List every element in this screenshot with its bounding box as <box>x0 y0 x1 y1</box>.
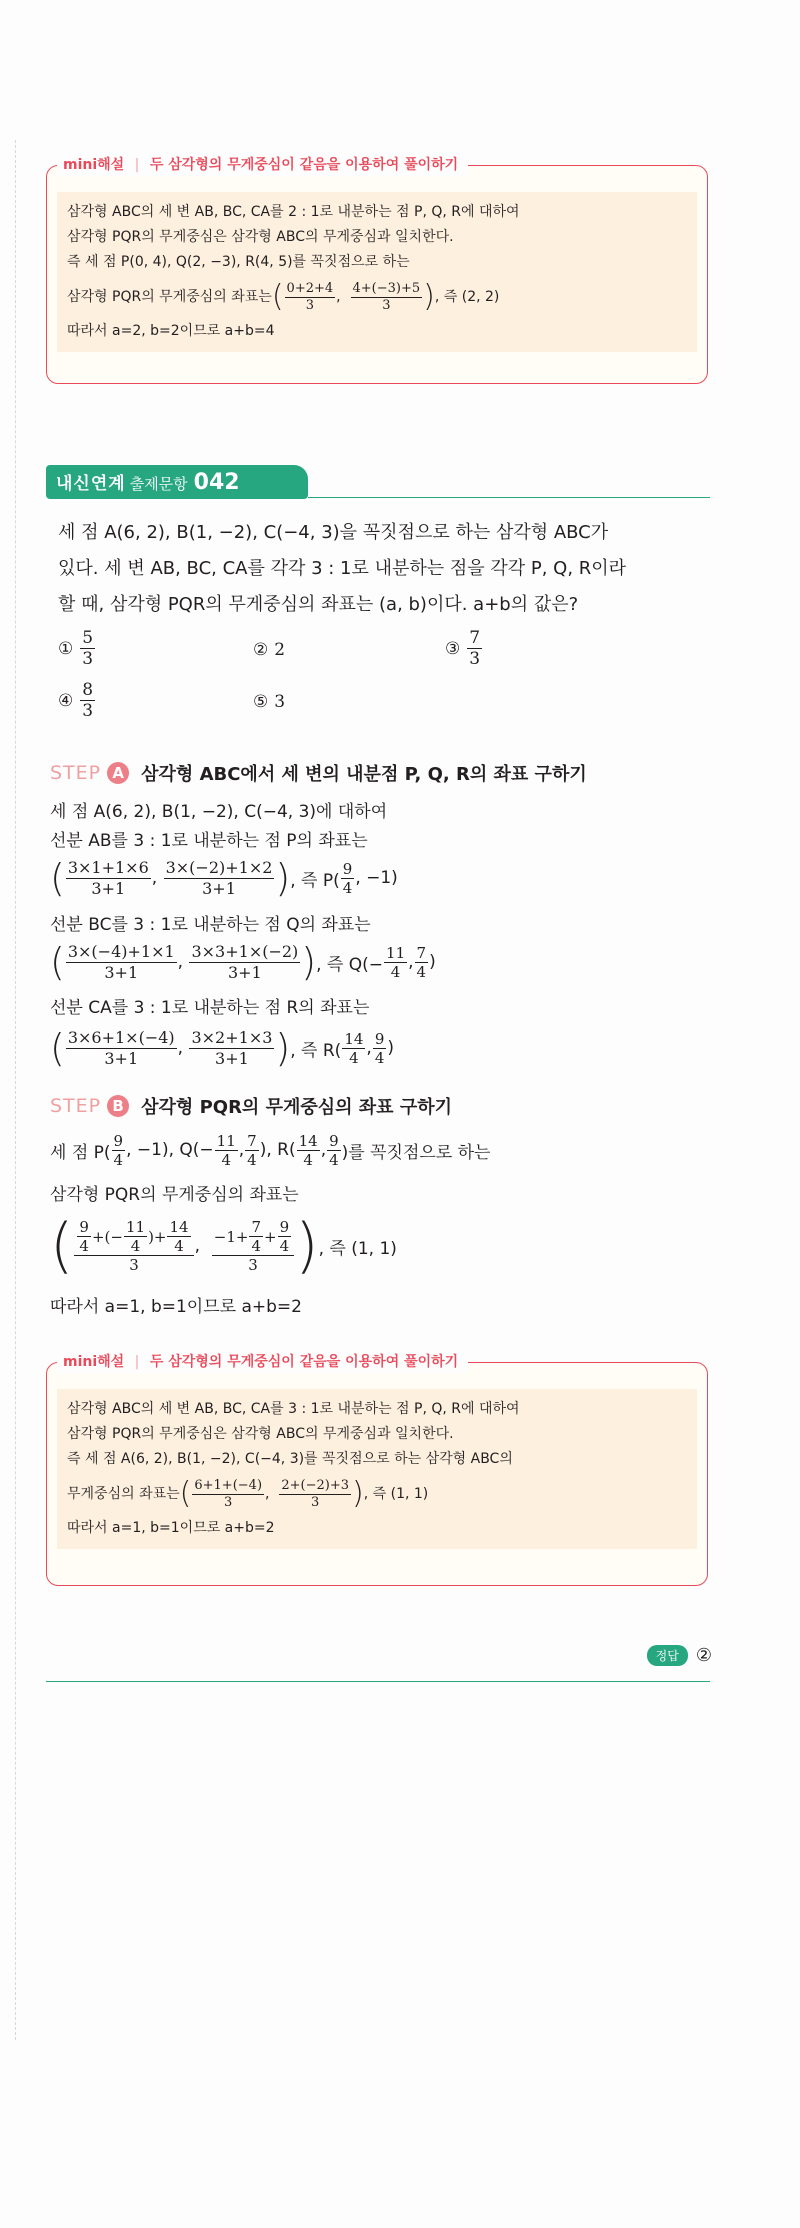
comma: , <box>194 1236 211 1256</box>
mini-line: 삼각형 ABC의 세 변 AB, BC, CA를 2 : 1로 내분하는 점 P, Q, R에 대하여 <box>67 204 520 220</box>
answer-label: 정답 <box>647 1645 688 1666</box>
fraction <box>77 1218 91 1255</box>
denominator: 3 <box>82 701 94 722</box>
step-badge: B <box>107 1095 129 1117</box>
mini-text: 삼각형 PQR의 무게중심의 좌표는 <box>67 288 272 305</box>
denominator: 4 <box>303 1150 313 1169</box>
fraction <box>164 858 275 897</box>
answer-row <box>647 1645 712 1666</box>
denominator: 4 <box>416 962 427 981</box>
numerator: 8 <box>82 680 94 700</box>
mini-title: 두 삼각형의 무게중심이 같음을 이용하여 풀이하기 <box>149 1354 459 1370</box>
denominator: 3+1 <box>104 962 139 982</box>
text: , <box>408 952 414 972</box>
text: )+ <box>148 1227 167 1246</box>
numerator: 7 <box>416 943 427 962</box>
text: , 즉 Q(− <box>316 954 384 975</box>
step-title: 삼각형 ABC에서 세 변의 내분점 P, Q, R의 좌표 구하기 <box>141 764 587 785</box>
comma: , <box>177 1038 189 1058</box>
bottom-rule <box>46 1681 710 1682</box>
denominator: 4 <box>329 1150 339 1169</box>
numerator <box>212 1218 294 1256</box>
numerator: 2+(−2)+3 <box>281 1477 350 1493</box>
text: ), R( <box>259 1140 296 1160</box>
text: ) <box>429 952 436 972</box>
left-paren: ( <box>271 279 284 314</box>
step-a-line: 선분 AB를 3 : 1로 내분하는 점 P의 좌표는 <box>50 831 368 851</box>
fraction <box>341 860 355 897</box>
fraction <box>215 1132 238 1169</box>
denominator: 4 <box>390 962 401 981</box>
mini-tag: mini해설 <box>63 157 125 173</box>
mini-text: , 즉 (2, 2) <box>434 288 500 305</box>
right-paren: ) <box>423 279 435 314</box>
right-paren: ) <box>301 940 317 984</box>
numerator: 3×1+1×6 <box>67 858 149 878</box>
mini-line: 즉 세 점 A(6, 2), B(1, −2), C(−4, 3)를 꼭짓점으로 하는 삼각형 ABC의 <box>67 1451 513 1467</box>
denominator: 4 <box>374 1048 385 1067</box>
numerator: 9 <box>279 1218 290 1236</box>
fraction <box>212 1218 294 1274</box>
formula-q <box>50 936 436 988</box>
left-paren: ( <box>50 1211 74 1281</box>
fraction <box>192 1478 264 1510</box>
answer-value: ② <box>695 1645 712 1666</box>
problem-header <box>46 465 710 501</box>
choice-value: 2 <box>274 640 286 660</box>
fraction <box>279 1478 351 1510</box>
choice-2[interactable] <box>253 640 285 660</box>
problem-kind: 출제문항 <box>129 475 188 493</box>
denominator: 4 <box>130 1237 141 1255</box>
problem-line: 할 때, 삼각형 PQR의 무게중심의 좌표는 (a, b)이다. a+b의 값은? <box>58 594 579 615</box>
text: ) <box>387 1038 394 1058</box>
choice-marker: ④ <box>58 690 74 711</box>
mini-line: 삼각형 PQR의 무게중심은 삼각형 ABC의 무게중심과 일치한다. <box>67 1426 454 1442</box>
denominator: 3 <box>382 297 391 313</box>
problem-label <box>46 465 308 499</box>
left-paren: ( <box>50 1026 65 1070</box>
fraction <box>80 628 95 670</box>
formula-centroid <box>50 1206 397 1286</box>
denominator: 4 <box>247 1150 257 1169</box>
denominator: 4 <box>251 1237 262 1255</box>
step-a-heading <box>50 760 587 786</box>
mini-line: 따라서 a=2, b=2이므로 a+b=4 <box>67 323 275 339</box>
fraction <box>245 1132 259 1169</box>
fraction <box>285 281 336 313</box>
numerator: 7 <box>247 1131 257 1150</box>
mini-line: 따라서 a=1, b=1이므로 a+b=2 <box>67 1520 275 1536</box>
fraction <box>327 1132 341 1169</box>
denominator: 3 <box>311 1494 320 1510</box>
margin-guide <box>15 140 16 2040</box>
numerator: 9 <box>113 1131 124 1150</box>
text: , <box>366 1038 372 1058</box>
step-b-heading <box>50 1093 452 1119</box>
fraction <box>66 1028 177 1067</box>
choice-4[interactable] <box>58 680 96 722</box>
choice-1[interactable] <box>58 628 96 670</box>
left-paren: ( <box>50 856 65 900</box>
numerator: 7 <box>251 1218 262 1236</box>
denominator: 4 <box>113 1150 124 1169</box>
left-paren: ( <box>179 1476 192 1511</box>
step-label: STEP <box>50 762 102 784</box>
text: )를 꼭짓점으로 하는 <box>341 1142 491 1163</box>
numerator: 14 <box>344 1029 364 1048</box>
text: , <box>320 1140 327 1160</box>
numerator: 11 <box>386 943 406 962</box>
mini-line: 즉 세 점 P(0, 4), Q(2, −3), R(4, 5)를 꼭짓점으로 하는 <box>67 254 410 270</box>
fraction <box>249 1218 263 1255</box>
fraction <box>297 1132 320 1169</box>
denominator: 3+1 <box>91 878 126 898</box>
text: , <box>238 1140 245 1160</box>
denominator: 4 <box>349 1048 359 1067</box>
problem-number: 042 <box>193 470 240 495</box>
mini-bar: | <box>134 1354 140 1370</box>
fraction <box>74 1218 193 1274</box>
mini-bar: | <box>134 157 140 173</box>
denominator: 4 <box>79 1237 89 1255</box>
fraction <box>66 858 151 897</box>
mini-header <box>57 1349 468 1373</box>
mini-line: 삼각형 PQR의 무게중심은 삼각형 ABC의 무게중심과 일치한다. <box>67 229 454 245</box>
denominator: 4 <box>342 878 353 897</box>
fraction <box>351 281 423 313</box>
mini-explanation-box-2 <box>46 1354 708 1586</box>
choice-marker: ③ <box>445 638 461 659</box>
denominator: 4 <box>221 1150 231 1169</box>
numerator: 9 <box>79 1218 89 1236</box>
comma: , <box>265 1485 279 1502</box>
denominator: 3 <box>305 297 314 313</box>
denominator: 3+1 <box>202 878 236 898</box>
choice-3[interactable] <box>445 628 483 670</box>
mini-body <box>57 1389 697 1549</box>
right-paren: ) <box>275 856 291 900</box>
fraction <box>278 1218 292 1255</box>
text: , 즉 (1, 1) <box>318 1238 397 1259</box>
text: , 즉 R( <box>290 1040 342 1061</box>
step-label: STEP <box>50 1095 102 1117</box>
comma: , <box>177 952 189 972</box>
right-paren: ) <box>295 1211 319 1281</box>
text: +(− <box>91 1227 123 1246</box>
problem-line: 세 점 A(6, 2), B(1, −2), C(−4, 3)을 꼭짓점으로 하는 삼각형 ABC가 <box>58 522 609 543</box>
numerator: 4+(−3)+5 <box>352 280 421 296</box>
numerator: 3×(−2)+1×2 <box>165 858 273 878</box>
text: , 즉 P( <box>290 870 340 891</box>
numerator: 7 <box>469 628 481 648</box>
numerator: 14 <box>169 1218 189 1236</box>
numerator: 11 <box>216 1131 236 1150</box>
numerator: 6+1+(−4) <box>194 1477 263 1493</box>
header-rule <box>308 497 710 498</box>
denominator: 3 <box>248 1256 258 1274</box>
fraction <box>342 1030 365 1067</box>
step-b-line: 따라서 a=1, b=1이므로 a+b=2 <box>50 1297 302 1317</box>
mini-tag: mini해설 <box>63 1354 125 1370</box>
text: + <box>264 1227 277 1246</box>
choice-marker: ⑤ <box>253 692 269 712</box>
fraction <box>124 1218 147 1255</box>
denominator: 3 <box>82 649 94 670</box>
left-paren: ( <box>50 940 65 984</box>
numerator: 3×6+1×(−4) <box>67 1028 175 1048</box>
step-b-points-line <box>50 1125 490 1175</box>
fraction <box>80 680 95 722</box>
fraction <box>415 944 429 981</box>
mini-header <box>57 152 468 176</box>
fraction <box>112 1132 126 1169</box>
right-paren: ) <box>352 1476 364 1511</box>
choice-marker: ② <box>253 640 269 660</box>
right-paren: ) <box>275 1026 291 1070</box>
numerator: 11 <box>125 1218 146 1236</box>
denominator: 3+1 <box>228 962 262 982</box>
formula-p <box>50 852 398 904</box>
problem-series: 내신연계 <box>56 474 126 494</box>
numerator: 5 <box>82 628 94 648</box>
mini-line: 삼각형 ABC의 세 변 AB, BC, CA를 3 : 1로 내분하는 점 P, Q, R에 대하여 <box>67 1401 520 1417</box>
numerator: 14 <box>298 1131 318 1150</box>
numerator: 9 <box>374 1029 385 1048</box>
comma: , <box>336 288 350 305</box>
comma: , <box>151 868 163 888</box>
fraction <box>189 1028 274 1067</box>
numerator: 3×2+1×3 <box>191 1028 273 1048</box>
denominator: 4 <box>174 1237 184 1255</box>
mini-title: 두 삼각형의 무게중심이 같음을 이용하여 풀이하기 <box>149 157 459 173</box>
numerator: 3×3+1×(−2) <box>191 942 299 962</box>
choice-marker: ① <box>58 638 74 659</box>
numerator: 9 <box>329 1131 339 1150</box>
numerator <box>74 1218 193 1256</box>
problem-line: 있다. 세 변 AB, BC, CA를 각각 3 : 1로 내분하는 점을 각각 P, Q, R이라 <box>58 558 627 579</box>
numerator: 9 <box>342 859 353 878</box>
numerator: 0+2+4 <box>286 280 334 296</box>
step-badge: A <box>107 762 129 784</box>
problem-statement <box>58 515 718 623</box>
mini-text: , 즉 (1, 1) <box>363 1485 429 1502</box>
step-b-line: 삼각형 PQR의 무게중심의 좌표는 <box>50 1185 299 1205</box>
mini-text: 무게중심의 좌표는 <box>67 1485 180 1502</box>
denominator: 3 <box>469 649 481 670</box>
text: 세 점 P( <box>50 1142 111 1163</box>
step-a-line: 선분 CA를 3 : 1로 내분하는 점 R의 좌표는 <box>50 998 370 1018</box>
denominator: 4 <box>279 1237 290 1255</box>
text: , −1), Q(− <box>126 1140 214 1160</box>
numerator: 3×(−4)+1×1 <box>67 942 175 962</box>
fraction <box>167 1218 190 1255</box>
fraction <box>66 942 177 981</box>
mini-body <box>57 192 697 352</box>
fraction <box>384 944 407 981</box>
formula-r <box>50 1022 394 1074</box>
text: −1+ <box>213 1227 249 1246</box>
choice-5[interactable] <box>253 692 285 712</box>
denominator: 3 <box>224 1494 233 1510</box>
fraction <box>373 1030 387 1067</box>
fraction <box>189 942 300 981</box>
step-title: 삼각형 PQR의 무게중심의 좌표 구하기 <box>141 1097 452 1118</box>
denominator: 3+1 <box>104 1048 139 1068</box>
denominator: 3+1 <box>215 1048 249 1068</box>
fraction <box>467 628 482 670</box>
choice-value: 3 <box>274 692 286 712</box>
denominator: 3 <box>129 1256 139 1274</box>
step-a-line: 세 점 A(6, 2), B(1, −2), C(−4, 3)에 대하여 <box>50 802 388 822</box>
mini-line-formula <box>67 1472 687 1516</box>
mini-line-formula <box>67 275 687 319</box>
text: , −1) <box>355 868 398 888</box>
step-a-line: 선분 BC를 3 : 1로 내분하는 점 Q의 좌표는 <box>50 915 371 935</box>
mini-explanation-box-1 <box>46 157 708 384</box>
